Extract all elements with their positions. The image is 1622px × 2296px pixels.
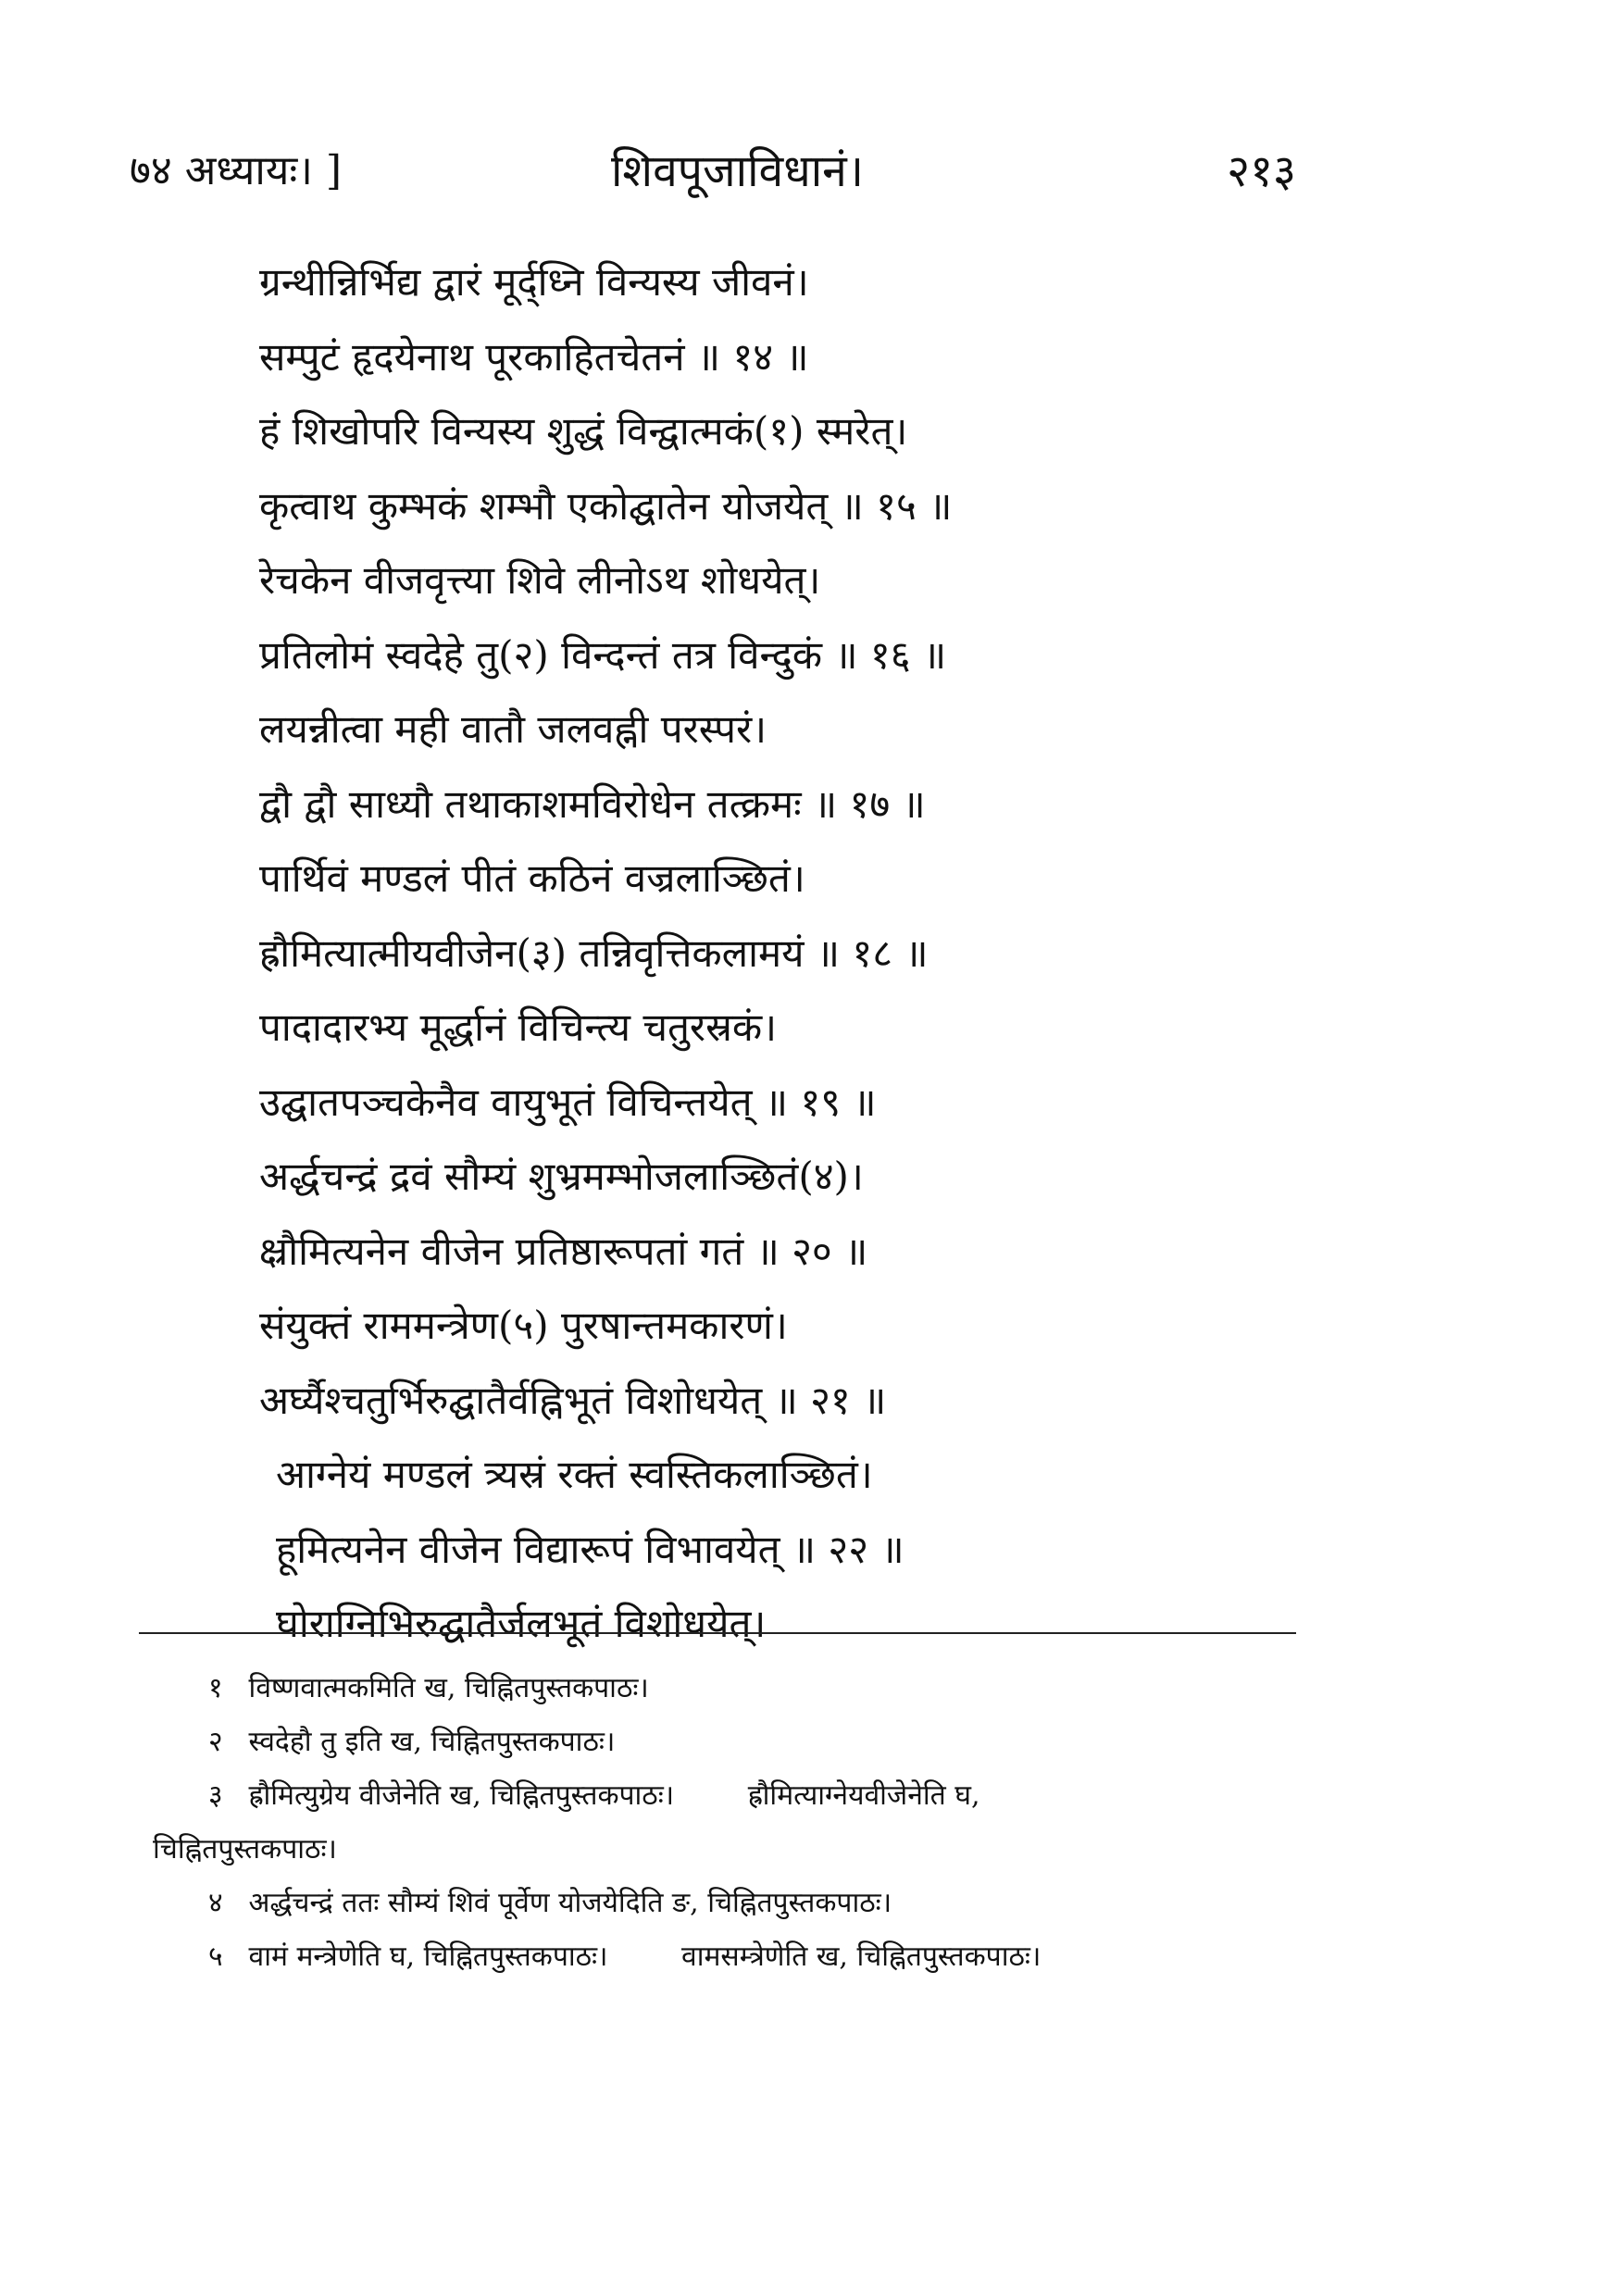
verse-line: ग्रन्थीन्निर्भिद्य द्वारं मूर्द्ध्नि विन्यस्य जीवनं।: [259, 259, 809, 305]
footnote-text: ह्रौमित्युग्रेय वीजेनेति ख, चिह्नितपुस्तकपाठः।: [248, 1779, 675, 1812]
verse-line: क्ष्रौमित्यनेन वीजेन प्रतिष्ठारूपतां गतं ॥ २० ॥: [259, 1228, 868, 1274]
verse-line: प्रतिलोमं स्वदेहे तु(२) विन्दन्तं तत्र विन्दुकं ॥ १६ ॥: [259, 631, 947, 678]
footnote-text: चिह्नितपुस्तकपाठः।: [153, 1833, 337, 1866]
verse-line: घोराग्निभिरुद्घातैर्जलभूतं विशोधयेत्।: [276, 1601, 767, 1646]
footnotes-block: [153, 1662, 1319, 1984]
footnote-number: २: [208, 1726, 223, 1758]
footnote-alt-reading: वामसम्त्रेणेति ख, चिह्नितपुस्तकपाठः।: [681, 1940, 1042, 1973]
footnote: [153, 1662, 1319, 1716]
verse-line: अर्घ्यैश्चतुर्भिरुद्घातैर्वह्निभूतं विशोधयेत् ॥ २१ ॥: [259, 1377, 887, 1423]
verse-line: संयुक्तं राममन्त्रेण(५) पुरषान्तमकारणं।: [259, 1303, 788, 1348]
footnote-text: विष्णवात्मकमिति ख, चिह्नितपुस्तकपाठः।: [248, 1672, 649, 1704]
footnote-divider: [139, 1632, 1296, 1634]
verse-line: पादादारभ्य मूर्द्धानं विचिन्त्य चतुरस्रकं।: [259, 1004, 778, 1050]
verse-line: लयन्नीत्वा मही वातौ जलवह्नी परस्परं।: [259, 706, 767, 752]
page-number: २१३: [1227, 145, 1296, 197]
footnote-continuation: [153, 1823, 1319, 1877]
verse-line: सम्पुटं हृदयेनाथ पूरकाहितचेतनं ॥ १४ ॥: [259, 333, 809, 380]
verse-line: द्वौ द्वौ साध्यौ तथाकाशमविरोधेन तत्क्रमः ॥ १७ ॥: [259, 780, 926, 827]
verse-line: पार्थिवं मण्डलं पीतं कठिनं वज्रलाञ्छितं।: [259, 855, 805, 901]
verse-line: उद्घातपञ्चकेनैव वायुभूतं विचिन्तयेत् ॥ १९ ॥: [259, 1079, 877, 1125]
verse-block: [259, 245, 1370, 1662]
verse-line: ह्रौमित्यात्मीयवीजेन(३) तन्निवृत्तिकलामयं ॥ १८ ॥: [259, 930, 929, 976]
verse-line: हं शिखोपरि विन्यस्य शुद्धं विन्द्वात्मकं(१) स्मरेत्।: [259, 408, 908, 454]
footnote-number: ४: [208, 1887, 223, 1919]
footnote: [153, 1716, 1319, 1769]
chapter-label: ७४ अध्यायः। ]: [130, 147, 343, 194]
footnote: [153, 1930, 1319, 1984]
footnote-number: ३: [208, 1779, 223, 1812]
footnote: [153, 1877, 1319, 1930]
footnote-text: स्वदेहौ तु इति ख, चिह्नितपुस्तकपाठः।: [248, 1726, 616, 1758]
footnote-alt-reading: ह्रौमित्याग्नेयवीजेनेति घ,: [747, 1779, 980, 1812]
verse-line: अर्द्धचन्द्रं द्रवं सौम्यं शुभ्रमम्भोजलाञ्छितं(४)।: [259, 1154, 864, 1199]
footnote: [153, 1769, 1319, 1823]
footnote-text: वामं मन्त्रेणेति घ, चिह्नितपुस्तकपाठः।: [248, 1940, 608, 1973]
verse-line: कृत्वाथ कुम्भकं शम्भौ एकोद्घातेन योजयेत् ॥ १५ ॥: [259, 482, 953, 529]
footnote-number: ५: [208, 1940, 223, 1973]
page-header: [130, 139, 1296, 204]
verse-line: आग्नेयं मण्डलं त्र्यस्रं रक्तं स्वस्तिकलाञ्छितं।: [276, 1452, 873, 1497]
verse-line: हूमित्यनेन वीजेन विद्यारूपं विभावयेत् ॥ २२ ॥: [276, 1526, 905, 1572]
running-title: शिवपूजाविधानं।: [611, 145, 864, 197]
footnote-number: १: [208, 1672, 223, 1704]
footnote-text: अर्द्धचन्द्रं ततः सौम्यं शिवं पूर्वेण योजयेदिति ङ, चिह्नितपुस्तकपाठः।: [248, 1887, 892, 1919]
verse-line: रेचकेन वीजवृत्त्या शिवे लीनोऽथ शोधयेत्।: [259, 557, 821, 603]
